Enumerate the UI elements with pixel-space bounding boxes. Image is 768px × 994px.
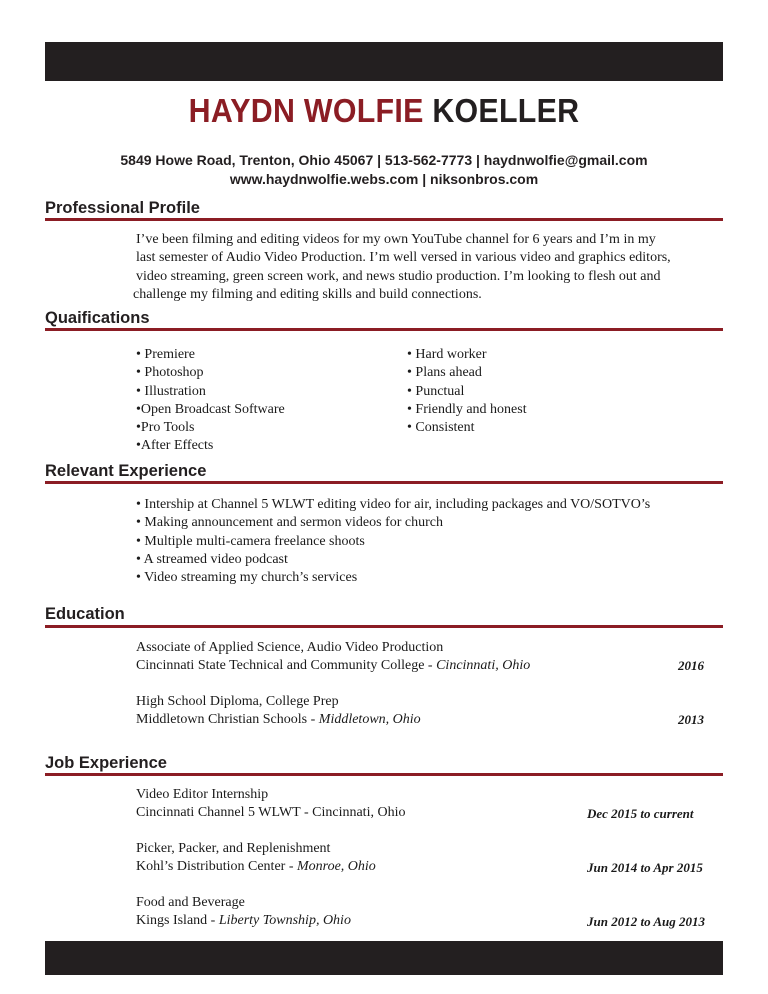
contact-line-1: 5849 Howe Road, Trenton, Ohio 45067 | 513-562-7773 | haydnwolfie@gmail.com	[120, 152, 648, 168]
list-item: • Punctual	[407, 383, 465, 399]
section-title-profile: Professional Profile	[45, 199, 200, 217]
qualifications-left-list	[136, 346, 285, 456]
section-rule-relevant-experience	[45, 481, 723, 484]
last-name: KOELLER	[432, 92, 580, 129]
list-item: • Hard worker	[407, 347, 487, 362]
profile-line: last semester of Audio Video Production. I’m well versed in various video and graphics editors,	[136, 250, 671, 266]
list-item: • Plans ahead	[407, 365, 482, 381]
first-names: HAYDN WOLFIE	[188, 92, 424, 129]
list-item: •Pro Tools	[136, 420, 195, 436]
profile-line: challenge my filming and editing skills and build connections.	[133, 286, 482, 302]
list-item: • A streamed video podcast	[136, 551, 288, 567]
contact-line-2: www.haydnwolfie.webs.com | niksonbros.com	[229, 171, 539, 187]
qualifications-right-list	[407, 346, 527, 437]
education-year: 2016	[678, 658, 704, 673]
list-item: •Open Broadcast Software	[136, 401, 285, 417]
section-title-job-experience: Job Experience	[45, 754, 167, 772]
list-item: • Illustration	[136, 383, 206, 399]
section-title-education: Education	[45, 605, 125, 623]
education-location: Cincinnati, Ohio	[436, 658, 531, 673]
list-item: • Video streaming my church’s services	[136, 570, 358, 586]
education-school: Cincinnati State Technical and Community College - Cincinnati, Ohio	[136, 658, 531, 673]
section-rule-job-experience	[45, 773, 723, 776]
list-item: • Consistent	[407, 420, 475, 436]
job-dates: Jun 2014 to Apr 2015	[587, 860, 703, 875]
list-item: • Multiple multi-camera freelance shoots	[136, 533, 365, 549]
job-role: Picker, Packer, and Replenishment	[136, 841, 331, 856]
education-location: Middletown, Ohio	[318, 712, 421, 727]
resume-name	[31, 92, 738, 130]
section-title-qualifications: Quaifications	[45, 309, 150, 327]
job-location: Liberty Township, Ohio	[218, 913, 351, 928]
list-item: •After Effects	[136, 438, 214, 454]
section-rule-education	[45, 625, 723, 628]
list-item: • Premiere	[136, 347, 195, 362]
job-role: Food and Beverage	[136, 895, 245, 910]
job-dates: Dec 2015 to current	[587, 806, 694, 821]
job-employer: Kings Island - Liberty Township, Ohio	[136, 913, 351, 928]
relevant-experience-list	[136, 496, 650, 587]
job-employer: Kohl’s Distribution Center - Monroe, Ohio	[136, 859, 376, 874]
job-dates: Jun 2012 to Aug 2013	[587, 914, 705, 929]
section-title-relevant-experience: Relevant Experience	[45, 462, 207, 480]
profile-line: video streaming, green screen work, and news studio production. I’m looking to flesh out and	[136, 268, 661, 284]
list-item: • Friendly and honest	[407, 401, 527, 417]
profile-line: I’ve been filming and editing videos for my own YouTube channel for 6 years and I’m in my	[136, 232, 656, 247]
section-rule-profile	[45, 218, 723, 221]
bottom-banner-bar	[45, 941, 723, 975]
job-location: Monroe, Ohio	[297, 859, 376, 874]
profile-paragraph	[133, 231, 726, 304]
section-rule-qualifications	[45, 328, 723, 331]
top-banner-bar	[45, 42, 723, 81]
education-school: Middletown Christian Schools - Middletown, Ohio	[136, 712, 421, 727]
education-degree: High School Diploma, College Prep	[136, 694, 339, 709]
job-employer: Cincinnati Channel 5 WLWT - Cincinnati, Ohio	[136, 805, 406, 820]
education-year: 2013	[678, 712, 704, 727]
list-item: • Making announcement and sermon videos for church	[136, 515, 443, 531]
list-item: • Photoshop	[136, 365, 204, 381]
education-degree: Associate of Applied Science, Audio Video Production	[136, 640, 444, 655]
list-item: • Intership at Channel 5 WLWT editing video for air, including packages and VO/SOTVO’s	[136, 497, 651, 512]
job-role: Video Editor Internship	[136, 787, 269, 802]
